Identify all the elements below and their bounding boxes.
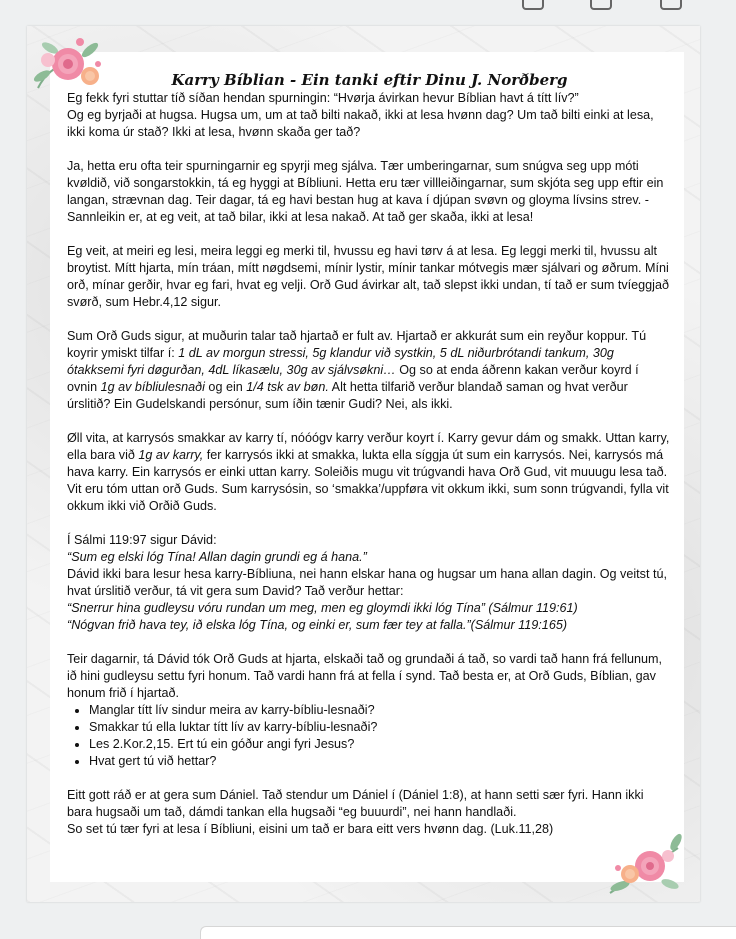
text-span: Øll vita, at karrysós smakkar av karry tí, nóóógv karry verður koyrt í. Karry gevur dám og smakk. Uttan karry, ella bara við: [67, 431, 670, 462]
flower-decoration-icon: [600, 828, 690, 900]
paragraph: Eg veit, at meiri eg lesi, meira leggi eg merki til, hvussu eg havi tørv á at lesa. Eg leggi merki til, hvussu alt broytist. Mítt hjarta, mín tráan, mítt nøgdsemi, mínir lystir, mínir tankar mótvegis mær sjálvari og øðrum. Míni orð, mínar gerðir, hvar eg fari, hvat eg velji. Orð Gud ávirkar alt, tað slepst ikki undan, tí tað er sum tvíeggjað svørð, sum Hebr.4,12 sigur.: [67, 244, 669, 309]
italic-span: 1g av bíbliulesnaði: [100, 380, 205, 394]
paragraph: Eitt gott ráð er at gera sum Dániel. Tað stendur um Dániel í (Dániel 1:8), at hann setti sær fyri. Hann ikki bara hugsaði um tað, dámdi tankan ella hugsaði “eg buuurdi”, nei hann handlaði.: [67, 788, 644, 819]
toolbar-icon[interactable]: [590, 0, 612, 10]
paragraph: [67, 328, 672, 413]
paragraph: So set tú tær fyri at lesa í Bíbliuni, eisini um tað er bara eitt vers hvønn dag. (Luk.11,28): [67, 822, 554, 836]
top-bar: [0, 0, 736, 22]
paragraph: Dávid ikki bara lesur hesa karry-Bíbliuna, nei hann elskar hana og hugsar um hana allan dagin. Og veitst tú, hvat úrslitið verður, tá vit gera sum David? Tað verður hettar:: [67, 567, 667, 598]
text-span: Sum Orð Guds sigur, at muðurin talar tað hjartað er fult av. Hjartað er akkurát sum ein reyður koppur. Tú koyrir ymiskt tilfar í:: [67, 329, 647, 360]
text-span: fer karrysós ikki at smakka, lukta ella síggja út sum ein karrysós. Nei, karrysós má hava karry. Ein karrysós er einki uttan karry. Soleiðis mugu vit trúgvandi hava Orð Gud, vit muuugu lesa tað. Vit eru tóm uttan orð Guds. Sum karrysósin, so ‘smakka’/uppføra vit okkum ikki, sum sonn trúgvandi, fylla vit okkum ikki við Orðið Guds.: [67, 448, 669, 513]
bullet-list: [67, 702, 672, 770]
list-item: • Manglar títt lív sindur meira av karry-bíbliu-lesnaði?: [89, 702, 672, 719]
paragraph: Teir dagarnir, tá Dávid tók Orð Guds at hjarta, elskaði tað og grundaði á tað, so vardi tað hann frá fellunum, ið hini gudleysu settu fyri honum. Tað vardi hann frá at fella í synd. Tað besta er, at Orð Guds, Bíblian, gav honum frið í hjartað.: [67, 652, 663, 700]
text-span: Alt hetta tilfarið verður blandað saman og hvat verður úrslitið? Ein Gudelskandi persónur, sum íðin tænir Gudi? Nei, als ikki.: [67, 380, 628, 411]
toolbar-icon[interactable]: [660, 0, 682, 10]
quote: “Nógvan frið hava tey, ið elska lóg Tína, og einki er, sum fær tey at falla.”(Sálmur 119:165): [67, 618, 568, 632]
italic-span: 1/4 tsk av bøn.: [246, 380, 329, 394]
list-item: • Les 2.Kor.2,15. Ert tú ein góður angi fyri Jesus?: [89, 736, 672, 753]
text-span: og ein: [204, 380, 247, 394]
page-title: Karry Bíblian - Ein tanki eftir Dinu J. Norðberg: [171, 71, 568, 89]
text-span: Og so at enda áðrenn kakan verður koyrd í ovnin: [67, 363, 639, 394]
quote: “Snerrur hina gudleysu vóru rundan um meg, men eg gloymdi ikki lóg Tína” (Sálmur 119:61): [67, 601, 578, 615]
paragraph: Í Sálmi 119:97 sigur Dávid:: [67, 533, 217, 547]
paragraph: Eg fekk fyri stuttar tíð síðan hendan spurningin: “Hvørja ávirkan hevur Bíblian havt á títt lív?”: [67, 91, 579, 105]
italic-span: 1 dL av morgun stressi, 5g klandur við systkin, 5 dL niðurbrótandi tankum, 30g ótakksemi fyri døgurðan, 4dL líkasælu, 30g av sjálvsøkni…: [67, 346, 614, 377]
paragraph: Ja, hetta eru ofta teir spurningarnir eg spyrji meg sjálva. Tær umberingarnar, sum snúgva seg upp móti kvøldið, við songarstokkin, tá eg hyggi at Bíbliuni. Hetta eru tær villleiðingarnar, sum skjóta seg upp eftir ein langan, strævnan dag. Teir dagar, tá eg havi bestan hug at kava í djúpan svøvn og gloyma lívsins strev. - Sannleikin er, at eg veit, at tað bilar, ikki at lesa nakað. At tað ger skaða, ikki at lesa!: [67, 159, 664, 224]
list-item: • Hvat gert tú við hettar?: [89, 753, 672, 770]
toolbar-icon[interactable]: [522, 0, 544, 10]
paragraph: [67, 430, 672, 515]
bottom-panel: [200, 926, 736, 939]
list-item: • Smakkar tú ella luktar títt lív av karry-bíbliu-lesnaði?: [89, 719, 672, 736]
italic-span: 1g av karry,: [138, 448, 204, 462]
quote: “Sum eg elski lóg Tína! Allan dagin grundi eg á hana.”: [67, 550, 367, 564]
document-content: [67, 70, 672, 838]
paragraph: Og eg byrjaði at hugsa. Hugsa um, um at tað bilti nakað, ikki at lesa hvønn dag? Um tað bilti einki at lesa, ikki koma úr stað? Ikki at lesa, hvønn skaða ger tað?: [67, 108, 654, 139]
